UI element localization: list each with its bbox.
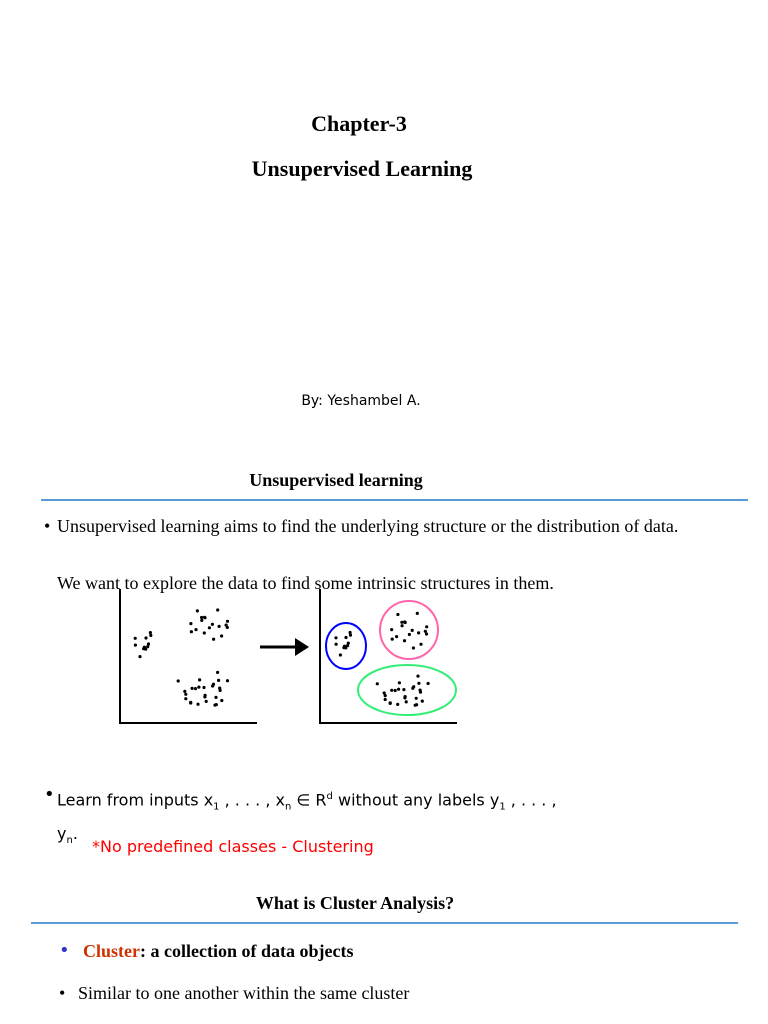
scatter-point — [412, 685, 415, 688]
scatter-point — [215, 703, 218, 706]
scatter-point — [189, 701, 192, 704]
scatter-point — [349, 634, 352, 637]
scatter-point — [400, 621, 403, 624]
slide-title-unsupervised: Unsupervised learning — [249, 470, 423, 490]
scatter-point — [391, 638, 394, 641]
scatter-point — [226, 620, 229, 623]
scatter-point — [217, 679, 220, 682]
scatter-point — [405, 700, 408, 703]
scatter-point — [415, 697, 418, 700]
scatter-point — [198, 678, 201, 681]
scatter-point — [196, 703, 199, 706]
scatter-point — [397, 688, 400, 691]
scatter-point — [203, 616, 206, 619]
scatter-point — [384, 694, 387, 697]
scatter-point — [403, 639, 406, 642]
scatter-point — [398, 681, 401, 684]
scatter-point — [196, 609, 199, 612]
scatter-point — [191, 687, 194, 690]
scatter-point — [203, 631, 206, 634]
scatter-point — [202, 686, 205, 689]
scatter-point — [412, 646, 415, 649]
scatter-point — [226, 679, 229, 682]
scatter-point — [208, 626, 211, 629]
scatter-point — [396, 613, 399, 616]
chapter-subtitle: Unsupervised Learning — [251, 156, 473, 181]
scatter-point — [183, 690, 186, 693]
cluster-circle-green — [358, 665, 456, 715]
bullet-dot: • — [59, 940, 70, 961]
scatter-point — [394, 689, 397, 692]
scatter-point — [134, 637, 137, 640]
unlabeled-points — [134, 608, 230, 706]
scatter-point — [425, 625, 428, 628]
bullet-similar: Similar to one another within the same cluster — [78, 983, 410, 1003]
scatter-point — [194, 687, 197, 690]
scatter-point — [396, 703, 399, 706]
scatter-point — [211, 623, 214, 626]
scatter-point — [384, 698, 387, 701]
title-divider — [41, 499, 748, 501]
scatter-point — [212, 683, 215, 686]
scatter-point — [177, 679, 180, 682]
clustering-figure — [0, 586, 470, 736]
scatter-point — [411, 629, 414, 632]
scatter-point — [403, 620, 406, 623]
scatter-point — [146, 645, 149, 648]
explore-paragraph: We want to explore the data to find some intrinsic structures in them. — [57, 573, 554, 593]
scatter-point — [216, 671, 219, 674]
scatter-point — [184, 693, 187, 696]
bullet-definition: Unsupervised learning aims to find the underlying structure or the distribution of data. — [57, 516, 679, 536]
scatter-point — [389, 702, 392, 705]
scatter-point — [200, 619, 203, 622]
scatter-point — [194, 628, 197, 631]
scatter-point — [138, 655, 141, 658]
scatter-point — [376, 682, 379, 685]
bullet-dot: • — [44, 516, 51, 536]
scatter-point — [218, 625, 221, 628]
right-arrow-icon — [260, 638, 309, 656]
scatter-point — [419, 689, 422, 692]
slide-title-cluster-analysis: What is Cluster Analysis? — [255, 893, 455, 913]
scatter-point — [404, 695, 407, 698]
scatter-point — [189, 622, 192, 625]
bullet-cluster-definition: Cluster: a collection of data objects — [83, 941, 354, 961]
scatter-point — [212, 638, 215, 641]
scatter-point — [334, 636, 337, 639]
scatter-point — [417, 682, 420, 685]
scatter-point — [184, 697, 187, 700]
scatter-point — [218, 687, 221, 690]
scatter-point — [421, 700, 424, 703]
scatter-point — [390, 689, 393, 692]
scatter-point — [142, 647, 145, 650]
scatter-point — [149, 631, 152, 634]
scatter-point — [339, 653, 342, 656]
scatter-point — [205, 700, 208, 703]
cluster-term: Cluster — [83, 941, 140, 961]
bullet-inputs: Learn from inputs $x_1$ , . . . , $x_n$ ∈ $R^d$ without any labels $y_1$ , . . . , $y_n$. — [57, 790, 557, 846]
scatter-point — [401, 624, 404, 627]
clustering-note: *No predefined classes - Clustering — [92, 837, 374, 856]
scatter-point — [425, 632, 428, 635]
scatter-point — [419, 643, 422, 646]
scatter-point — [417, 631, 420, 634]
scatter-point — [390, 628, 393, 631]
author-byline: By: Yeshambel A. — [301, 393, 421, 409]
scatter-point — [395, 635, 398, 638]
scatter-point — [190, 630, 193, 633]
scatter-point — [416, 612, 419, 615]
scatter-point — [134, 644, 137, 647]
scatter-point — [344, 636, 347, 639]
bullet-dot: • — [44, 784, 55, 805]
bullet-dot: • — [59, 983, 66, 1003]
scatter-point — [427, 682, 430, 685]
scatter-point — [149, 634, 152, 637]
scatter-point — [216, 608, 219, 611]
title-divider — [31, 922, 738, 924]
cluster-circle-pink — [380, 601, 438, 659]
scatter-point — [204, 694, 207, 697]
chapter-title: Chapter-3 — [311, 111, 407, 136]
scatter-point — [335, 643, 338, 646]
scatter-point — [214, 696, 217, 699]
scatter-point — [220, 634, 223, 637]
scatter-point — [415, 703, 418, 706]
scatter-point — [408, 633, 411, 636]
scatter-point — [197, 686, 200, 689]
scatter-point — [416, 675, 419, 678]
scatter-point — [346, 644, 349, 647]
scatter-point — [220, 699, 223, 702]
scatter-point — [200, 616, 203, 619]
scatter-point — [342, 646, 345, 649]
clustering-diagram — [0, 586, 470, 731]
scatter-point — [226, 626, 229, 629]
scatter-point — [144, 636, 147, 639]
scatter-point — [402, 688, 405, 691]
